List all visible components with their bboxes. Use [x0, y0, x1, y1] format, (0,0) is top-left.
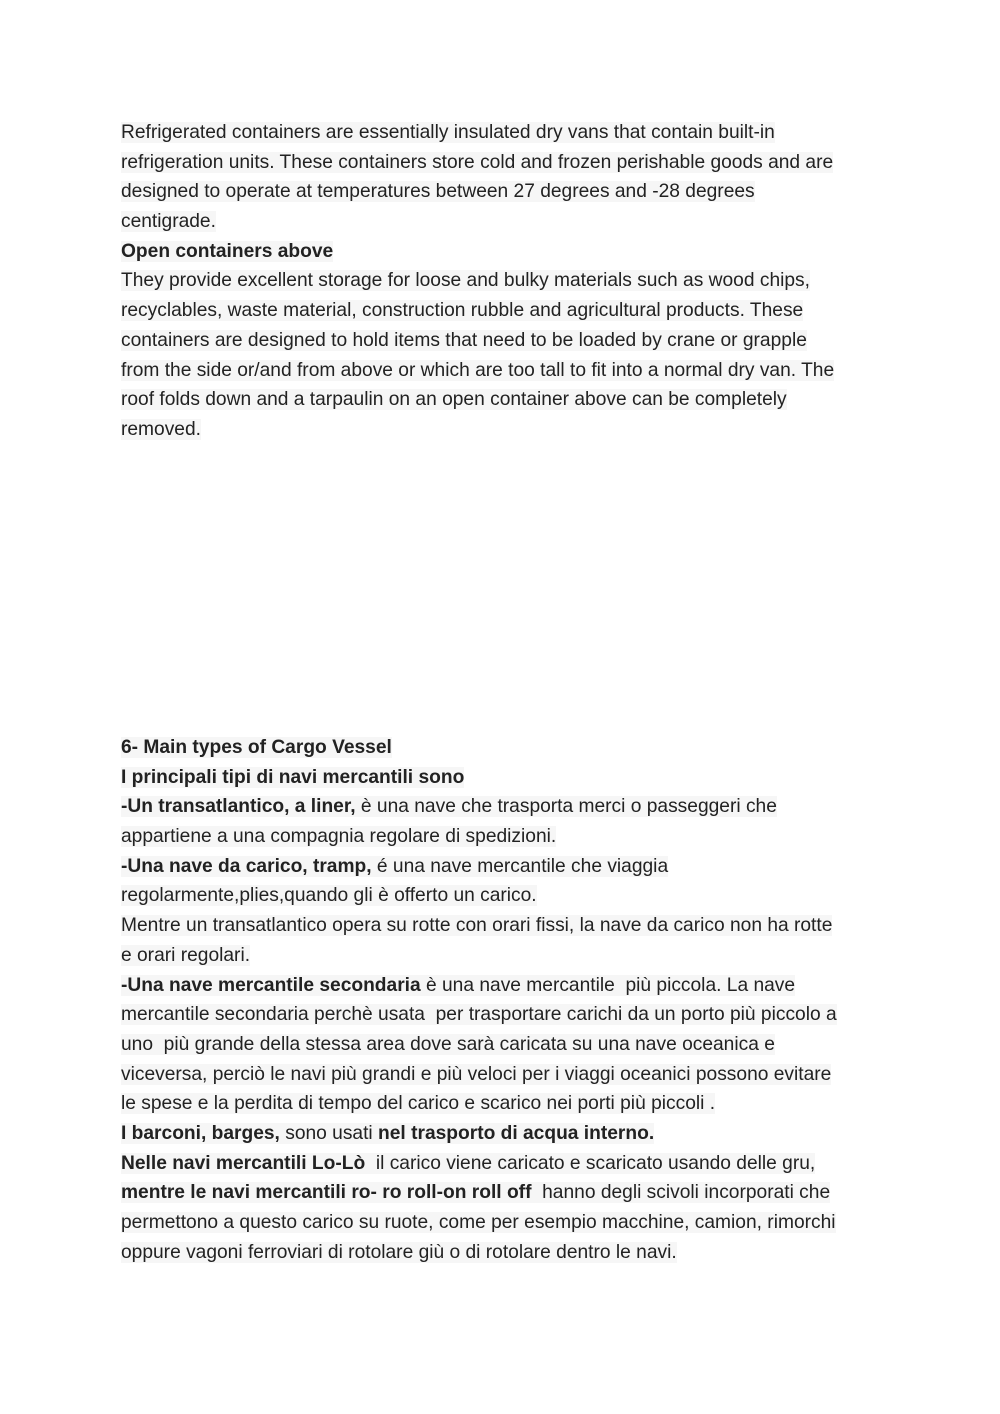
paragraph-line: Refrigerated containers are essentially insulated dry vans that contain built-in: [121, 122, 775, 143]
paragraph-line: uno più grande della stessa area dove sarà caricata su una nave oceanica e: [121, 1033, 775, 1055]
barges-line: I barconi, barges, sono usati nel trasporto di acqua interno.: [121, 1122, 655, 1144]
paragraph-line: regolarmente,plies,quando gli è offerto un carico.: [121, 885, 537, 907]
roro-line: mentre le navi mercantili ro- ro roll-on roll off hanno degli scivoli incorporati che: [121, 1182, 831, 1204]
tramp-line: -Una nave da carico, tramp, é una nave mercantile che viaggia: [121, 855, 669, 877]
liner-term: -Un transatlantico, a liner,: [121, 796, 356, 818]
feeder-line: -Una nave mercantile secondaria è una nave mercantile più piccola. La nave: [121, 974, 796, 996]
cargo-vessel-section: [121, 733, 881, 1267]
lolo-term: Nelle navi mercantili Lo-Lò: [121, 1152, 366, 1174]
paragraph-line: recyclables, waste material, construction rubble and agricultural products. These: [121, 300, 804, 322]
roro-term: mentre le navi mercantili ro- ro roll-on roll off: [121, 1182, 532, 1204]
liner-line: -Un transatlantico, a liner, è una nave che trasporta merci o passeggeri che: [121, 796, 777, 818]
containers-section: [121, 118, 881, 445]
feeder-term: -Una nave mercantile secondaria: [121, 974, 421, 996]
section-subheading: I principali tipi di navi mercantili sono: [121, 766, 465, 788]
barges-term: I barconi, barges,: [121, 1122, 280, 1144]
tramp-term: -Una nave da carico, tramp,: [121, 855, 372, 877]
paragraph-line: roof folds down and a tarpaulin on an open container above can be completely: [121, 389, 787, 411]
paragraph-line: centigrade.: [121, 211, 216, 233]
paragraph-line: permettono a questo carico su ruote, come per esempio macchine, camion, rimorchi: [121, 1212, 836, 1233]
paragraph-line: They provide excellent storage for loose and bulky materials such as wood chips,: [121, 270, 810, 292]
open-containers-heading: Open containers above: [121, 240, 334, 262]
lolo-line: Nelle navi mercantili Lo-Lò il carico viene caricato e scaricato usando delle gru,: [121, 1152, 816, 1174]
paragraph-line: containers are designed to hold items that need to be loaded by crane or grapple: [121, 329, 807, 351]
paragraph-line: le spese e la perdita di tempo del carico e scarico nei porti più piccoli .: [121, 1093, 716, 1115]
paragraph-line: from the side or/and from above or which are too tall to fit into a normal dry van. The: [121, 359, 835, 381]
paragraph-line: e orari regolari.: [121, 944, 251, 966]
paragraph-line: appartiene a una compagnia regolare di spedizioni.: [121, 826, 557, 848]
paragraph-line: viceversa, perciò le navi più grandi e più veloci per i viaggi oceanici possono evitare: [121, 1063, 832, 1085]
paragraph-line: mercantile secondaria perchè usata per trasportare carichi da un porto più piccolo a: [121, 1004, 837, 1026]
paragraph-line: refrigeration units. These containers store cold and frozen perishable goods and are: [121, 151, 834, 173]
paragraph-line: oppure vagoni ferroviari di rotolare giù o di rotolare dentro le navi.: [121, 1241, 677, 1263]
paragraph-line: removed.: [121, 418, 201, 440]
section-heading: 6- Main types of Cargo Vessel: [121, 737, 392, 758]
paragraph-line: designed to operate at temperatures between 27 degrees and -28 degrees: [121, 181, 755, 203]
paragraph-line: Mentre un transatlantico opera su rotte con orari fissi, la nave da carico non ha rotte: [121, 915, 833, 937]
